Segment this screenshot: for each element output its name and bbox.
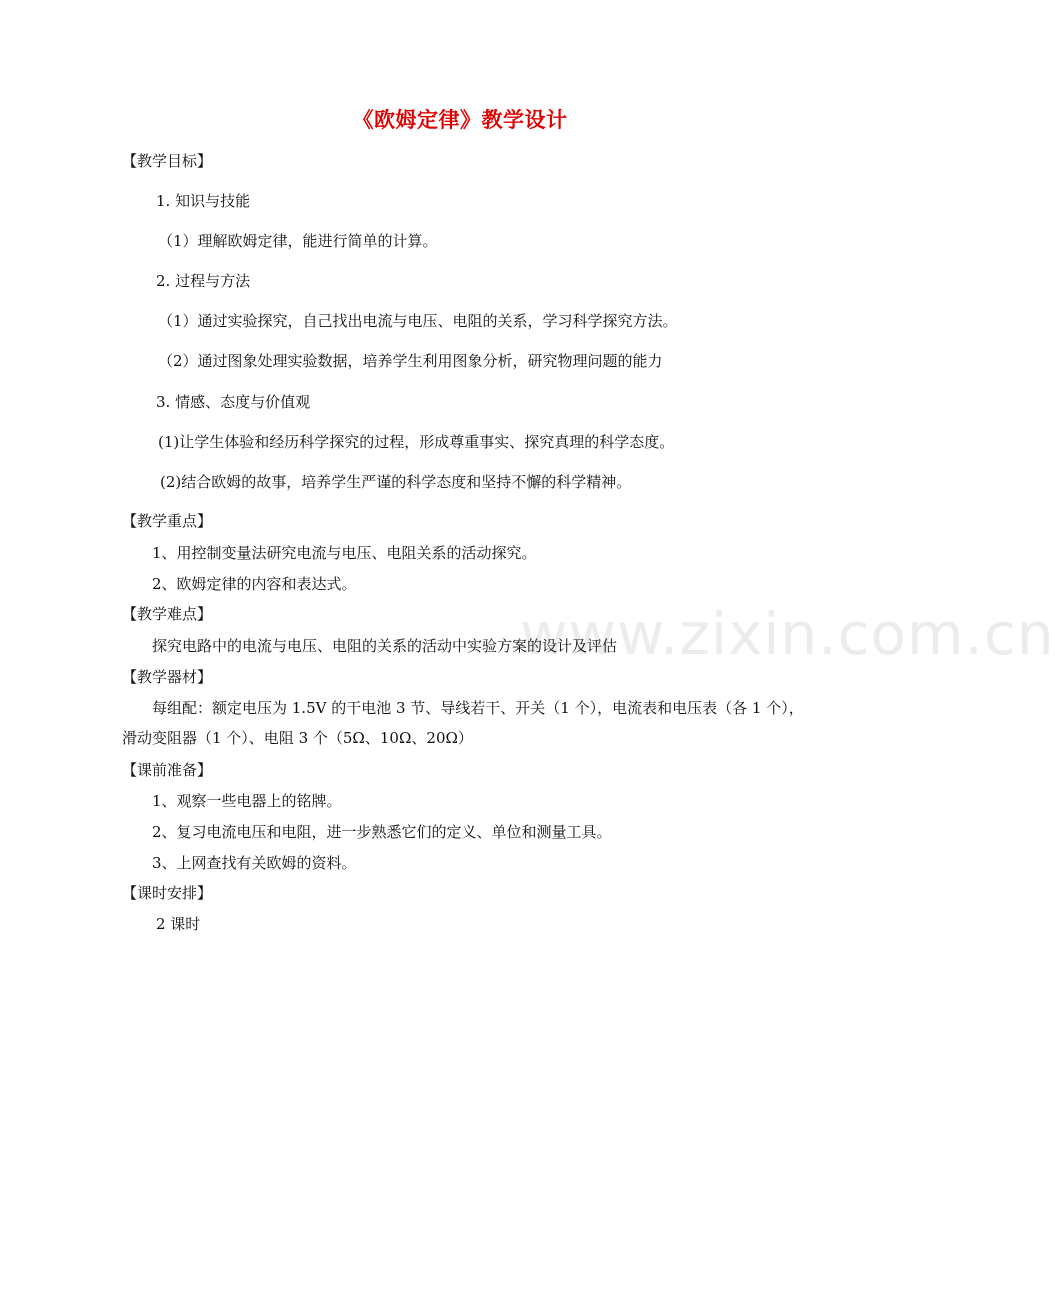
objective-line: （2）通过图象处理实验数据，培养学生利用图象分析，研究物理问题的能力: [158, 352, 663, 370]
preparation-line: 3、上网查找有关欧姆的资料。: [152, 854, 357, 872]
key-point-line: 1、用控制变量法研究电流与电压、电阻关系的活动探究。: [152, 544, 537, 562]
equipment-line: 滑动变阻器（1 个）、电阻 3 个（5Ω、10Ω、20Ω）: [122, 729, 473, 747]
objective-line: （1）通过实验探究，自己找出电流与电压、电阻的关系，学习科学探究方法。: [158, 312, 678, 330]
section-heading-objectives: 【教学目标】: [122, 152, 213, 170]
objective-line: 1. 知识与技能: [156, 192, 251, 210]
objective-line: （1）理解欧姆定律，能进行简单的计算。: [158, 232, 438, 250]
difficulty-line: 探究电路中的电流与电压、电阻的关系的活动中实验方案的设计及评估: [152, 637, 618, 655]
section-heading-key-points: 【教学重点】: [122, 512, 213, 530]
key-point-line: 2、欧姆定律的内容和表达式。: [152, 575, 357, 593]
document-title: 《欧姆定律》教学设计: [352, 108, 568, 132]
section-heading-difficulties: 【教学难点】: [122, 605, 213, 623]
equipment-line: 每组配：额定电压为 1.5V 的干电池 3 节、导线若干、开关（1 个），电流表和电压表（各 1 个），: [152, 699, 804, 717]
section-heading-equipment: 【教学器材】: [122, 668, 213, 686]
preparation-line: 1、观察一些电器上的铭牌。: [152, 792, 342, 810]
section-heading-preparation: 【课前准备】: [122, 761, 213, 779]
preparation-line: 2、复习电流电压和电阻，进一步熟悉它们的定义、单位和测量工具。: [152, 823, 612, 841]
section-heading-schedule: 【课时安排】: [122, 884, 213, 902]
watermark: www.zixin.com.cn: [520, 600, 1055, 668]
objective-line: (1)让学生体验和经历科学探究的过程，形成尊重事实、探究真理的科学态度。: [158, 433, 675, 451]
objective-line: (2)结合欧姆的故事，培养学生严谨的科学态度和坚持不懈的科学精神。: [160, 473, 632, 491]
objective-line: 2. 过程与方法: [156, 272, 251, 290]
schedule-value: 2 课时: [156, 915, 201, 933]
objective-line: 3. 情感、态度与价值观: [156, 393, 311, 411]
